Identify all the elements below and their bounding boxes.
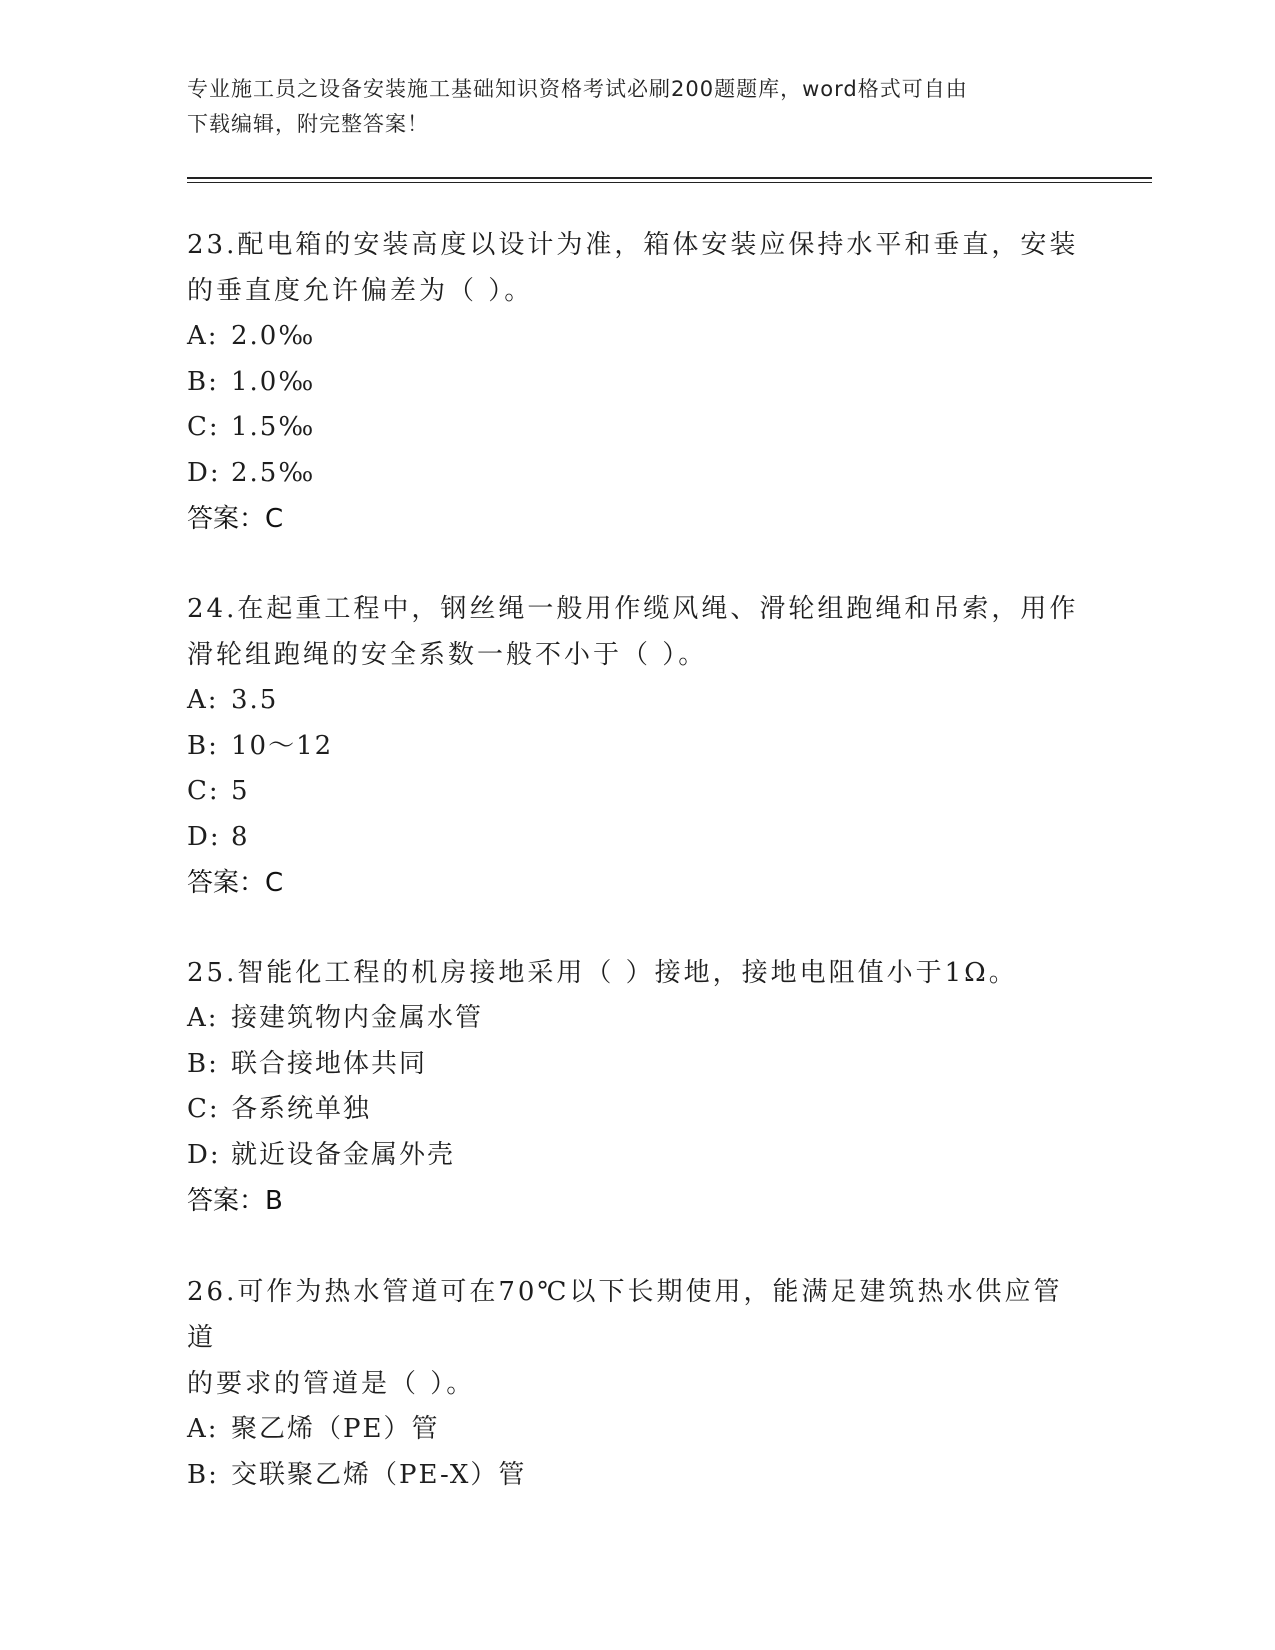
- option-c: [187, 1087, 1087, 1133]
- option-key: B:: [187, 730, 219, 761]
- option-key: D:: [187, 1139, 221, 1170]
- option-key: A:: [187, 685, 219, 715]
- option-value: 交联聚乙烯（PE-X）管: [231, 1459, 527, 1490]
- option-value: 2.0‰: [231, 321, 316, 351]
- option-c: [187, 405, 1087, 451]
- option-value: 2.5‰: [231, 457, 316, 488]
- option-value: 8: [231, 821, 250, 852]
- option-value: 10～12: [231, 730, 334, 761]
- option-value: 接建筑物内金属水管: [231, 1003, 484, 1033]
- option-d: [187, 451, 1087, 497]
- header-divider-thick: [187, 177, 1152, 179]
- answer-line: 答案：C: [187, 504, 284, 534]
- question-text-line: 24.在起重工程中，钢丝绳一般用作缆风绳、滑轮组跑绳和吊索，用作: [187, 594, 1079, 624]
- option-key: D:: [187, 457, 221, 488]
- question-text-line: 26.可作为热水管道可在70℃以下长期使用，能满足建筑热水供应管道: [187, 1277, 1063, 1353]
- option-key: A:: [187, 321, 219, 351]
- option-key: B:: [187, 1048, 219, 1079]
- option-key: C:: [187, 412, 220, 442]
- document-header: [187, 72, 1067, 142]
- question-26: [187, 1269, 1087, 1498]
- option-b: [187, 724, 1087, 770]
- option-value: 就近设备金属外壳: [231, 1139, 456, 1170]
- option-key: C:: [187, 1094, 220, 1124]
- question-text-line: 的要求的管道是（ ）。: [187, 1369, 476, 1399]
- question-25: [187, 950, 1087, 1224]
- question-text-line: 的垂直度允许偏差为（ ）。: [187, 276, 534, 306]
- option-b: [187, 1453, 1087, 1499]
- question-24: [187, 586, 1087, 906]
- option-key: D:: [187, 821, 221, 852]
- option-key: B:: [187, 1459, 219, 1490]
- option-b: [187, 360, 1087, 406]
- option-value: 聚乙烯（PE）管: [231, 1414, 440, 1444]
- option-key: B:: [187, 366, 219, 397]
- option-key: A:: [187, 1003, 219, 1033]
- option-value: 各系统单独: [231, 1094, 372, 1124]
- option-key: C:: [187, 776, 220, 806]
- option-value: 3.5: [231, 685, 279, 715]
- option-value: 联合接地体共同: [231, 1048, 428, 1079]
- option-a: [187, 678, 1087, 724]
- option-c: [187, 769, 1087, 815]
- question-text-line: 滑轮组跑绳的安全系数一般不小于（ ）。: [187, 640, 708, 670]
- option-a: [187, 996, 1087, 1042]
- question-text-line: 23.配电箱的安装高度以设计为准，箱体安装应保持水平和垂直，安装: [187, 230, 1079, 260]
- option-value: 5: [231, 776, 250, 806]
- option-d: [187, 1133, 1087, 1179]
- question-text-line: 25.智能化工程的机房接地采用（ ）接地，接地电阻值小于1Ω。: [187, 958, 1018, 988]
- option-d: [187, 815, 1087, 861]
- option-key: A:: [187, 1414, 219, 1444]
- option-a: [187, 1407, 1087, 1453]
- header-divider-thin: [187, 182, 1152, 183]
- answer-line: 答案：B: [187, 1186, 283, 1216]
- option-value: 1.5‰: [231, 412, 316, 442]
- option-value: 1.0‰: [231, 366, 316, 397]
- option-b: [187, 1042, 1087, 1088]
- header-line-1: 专业施工员之设备安装施工基础知识资格考试必刷200题题库，word格式可自由: [187, 77, 968, 101]
- question-23: [187, 222, 1087, 542]
- answer-line: 答案：C: [187, 868, 284, 898]
- header-line-2: 下载编辑，附完整答案！: [187, 112, 429, 136]
- option-a: [187, 314, 1087, 360]
